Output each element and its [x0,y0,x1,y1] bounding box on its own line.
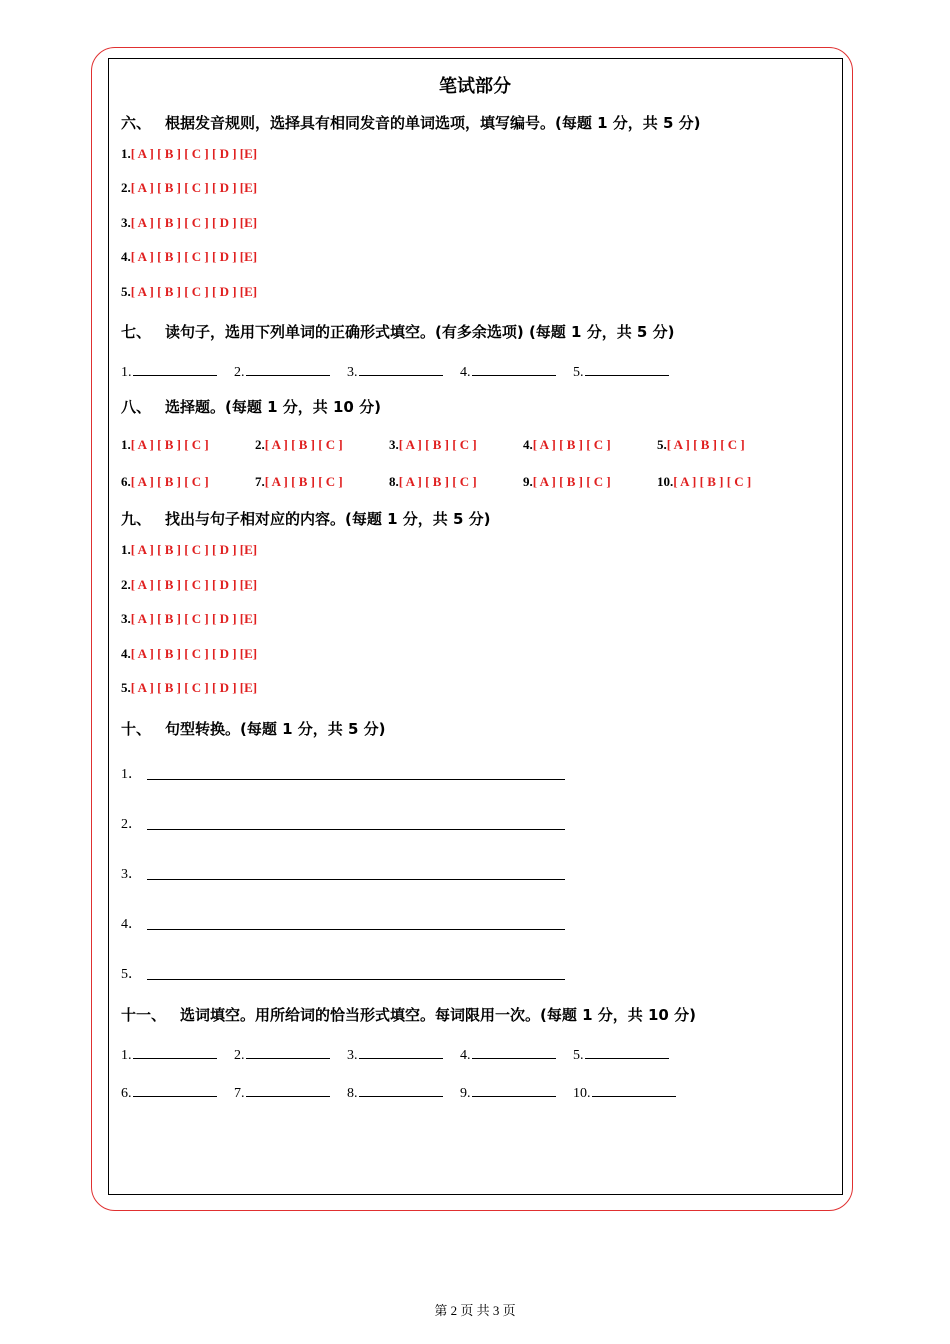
blank-line[interactable] [472,1044,556,1059]
s10-row-1[interactable]: 1． [121,763,142,783]
s7-blank-3[interactable]: 3. [347,361,443,381]
section-9-text: 找出与句子相对应的内容。(每题 1 分，共 5 分) [165,510,491,528]
blank-line[interactable] [592,1082,676,1097]
s8-q10[interactable]: 10.[ A ] [ B ] [ C ] [657,474,752,489]
section-7-number: 七、 [121,323,152,341]
s8-q3[interactable]: 3.[ A ] [ B ] [ C ] [389,437,477,452]
s10-row-5[interactable]: 5． [121,963,142,983]
blank-line[interactable] [133,361,217,376]
s6-row-3[interactable]: 3.[ A ] [ B ] [ C ] [ D ] [E] [121,215,258,230]
s10-row-4[interactable]: 4． [121,913,142,933]
answer-line[interactable] [147,929,565,930]
s7-blank-2[interactable]: 2. [234,361,330,381]
section-9-heading [121,508,491,529]
blank-line[interactable] [472,361,556,376]
blank-line[interactable] [359,361,443,376]
s11-blank-6[interactable]: 6. [121,1082,217,1102]
s9-row-2[interactable]: 2.[ A ] [ B ] [ C ] [ D ] [E] [121,577,258,592]
s6-row-2[interactable]: 2.[ A ] [ B ] [ C ] [ D ] [E] [121,180,258,195]
section-11-number: 十一、 [121,1006,167,1024]
blank-line[interactable] [133,1044,217,1059]
blank-line[interactable] [472,1082,556,1097]
s11-blank-9[interactable]: 9. [460,1082,556,1102]
answer-line[interactable] [147,779,565,780]
s6-row-5[interactable]: 5.[ A ] [ B ] [ C ] [ D ] [E] [121,284,258,299]
blank-line[interactable] [133,1082,217,1097]
section-6-number: 六、 [121,114,152,132]
blank-line[interactable] [246,361,330,376]
section-6-heading [121,112,701,133]
s6-row-1[interactable]: 1.[ A ] [ B ] [ C ] [ D ] [E] [121,146,258,161]
section-11-heading [121,1004,696,1025]
section-11-text: 选词填空。用所给词的恰当形式填空。每词限用一次。(每题 1 分，共 10 分) [180,1006,696,1024]
s9-row-1[interactable]: 1.[ A ] [ B ] [ C ] [ D ] [E] [121,542,258,557]
blank-line[interactable] [359,1082,443,1097]
answer-line[interactable] [147,829,565,830]
s11-blank-4[interactable]: 4. [460,1044,556,1064]
s8-q6[interactable]: 6.[ A ] [ B ] [ C ] [121,474,209,489]
s9-row-5[interactable]: 5.[ A ] [ B ] [ C ] [ D ] [E] [121,680,258,695]
section-8-number: 八、 [121,398,152,416]
s8-q7[interactable]: 7.[ A ] [ B ] [ C ] [255,474,343,489]
blank-line[interactable] [585,1044,669,1059]
s7-blank-5[interactable]: 5. [573,361,669,381]
s11-blank-5[interactable]: 5. [573,1044,669,1064]
s11-blank-3[interactable]: 3. [347,1044,443,1064]
blank-line[interactable] [585,361,669,376]
page-title: 笔试部分 [439,76,511,97]
section-8-text: 选择题。(每题 1 分，共 10 分) [165,398,381,416]
blank-line[interactable] [359,1044,443,1059]
blank-line[interactable] [246,1082,330,1097]
s11-blank-2[interactable]: 2. [234,1044,330,1064]
s9-row-3[interactable]: 3.[ A ] [ B ] [ C ] [ D ] [E] [121,611,258,626]
s10-row-3[interactable]: 3． [121,863,142,883]
s9-row-4[interactable]: 4.[ A ] [ B ] [ C ] [ D ] [E] [121,646,258,661]
section-10-heading [121,718,386,739]
page-footer: 第 2 页 共 3 页 [434,1303,516,1318]
s7-blank-4[interactable]: 4. [460,361,556,381]
s8-q4[interactable]: 4.[ A ] [ B ] [ C ] [523,437,611,452]
s8-q1[interactable]: 1.[ A ] [ B ] [ C ] [121,437,209,452]
answer-line[interactable] [147,979,565,980]
s8-q5[interactable]: 5.[ A ] [ B ] [ C ] [657,437,745,452]
section-10-text: 句型转换。(每题 1 分，共 5 分) [165,720,386,738]
s8-q8[interactable]: 8.[ A ] [ B ] [ C ] [389,474,477,489]
section-10-number: 十、 [121,720,152,738]
s6-row-4[interactable]: 4.[ A ] [ B ] [ C ] [ D ] [E] [121,249,258,264]
section-9-number: 九、 [121,510,152,528]
s11-blank-1[interactable]: 1. [121,1044,217,1064]
section-6-text: 根据发音规则，选择具有相同发音的单词选项，填写编号。(每题 1 分，共 5 分) [165,114,701,132]
s7-blank-1[interactable]: 1. [121,361,217,381]
s8-q9[interactable]: 9.[ A ] [ B ] [ C ] [523,474,611,489]
s10-row-2[interactable]: 2． [121,813,142,833]
section-7-heading [121,321,674,342]
section-7-text: 读句子，选用下列单词的正确形式填空。(有多余选项) (每题 1 分，共 5 分) [165,323,675,341]
s8-q2[interactable]: 2.[ A ] [ B ] [ C ] [255,437,343,452]
s11-blank-7[interactable]: 7. [234,1082,330,1102]
s11-blank-10[interactable]: 10. [573,1082,676,1102]
answer-line[interactable] [147,879,565,880]
section-8-heading [121,396,381,417]
s11-blank-8[interactable]: 8. [347,1082,443,1102]
blank-line[interactable] [246,1044,330,1059]
